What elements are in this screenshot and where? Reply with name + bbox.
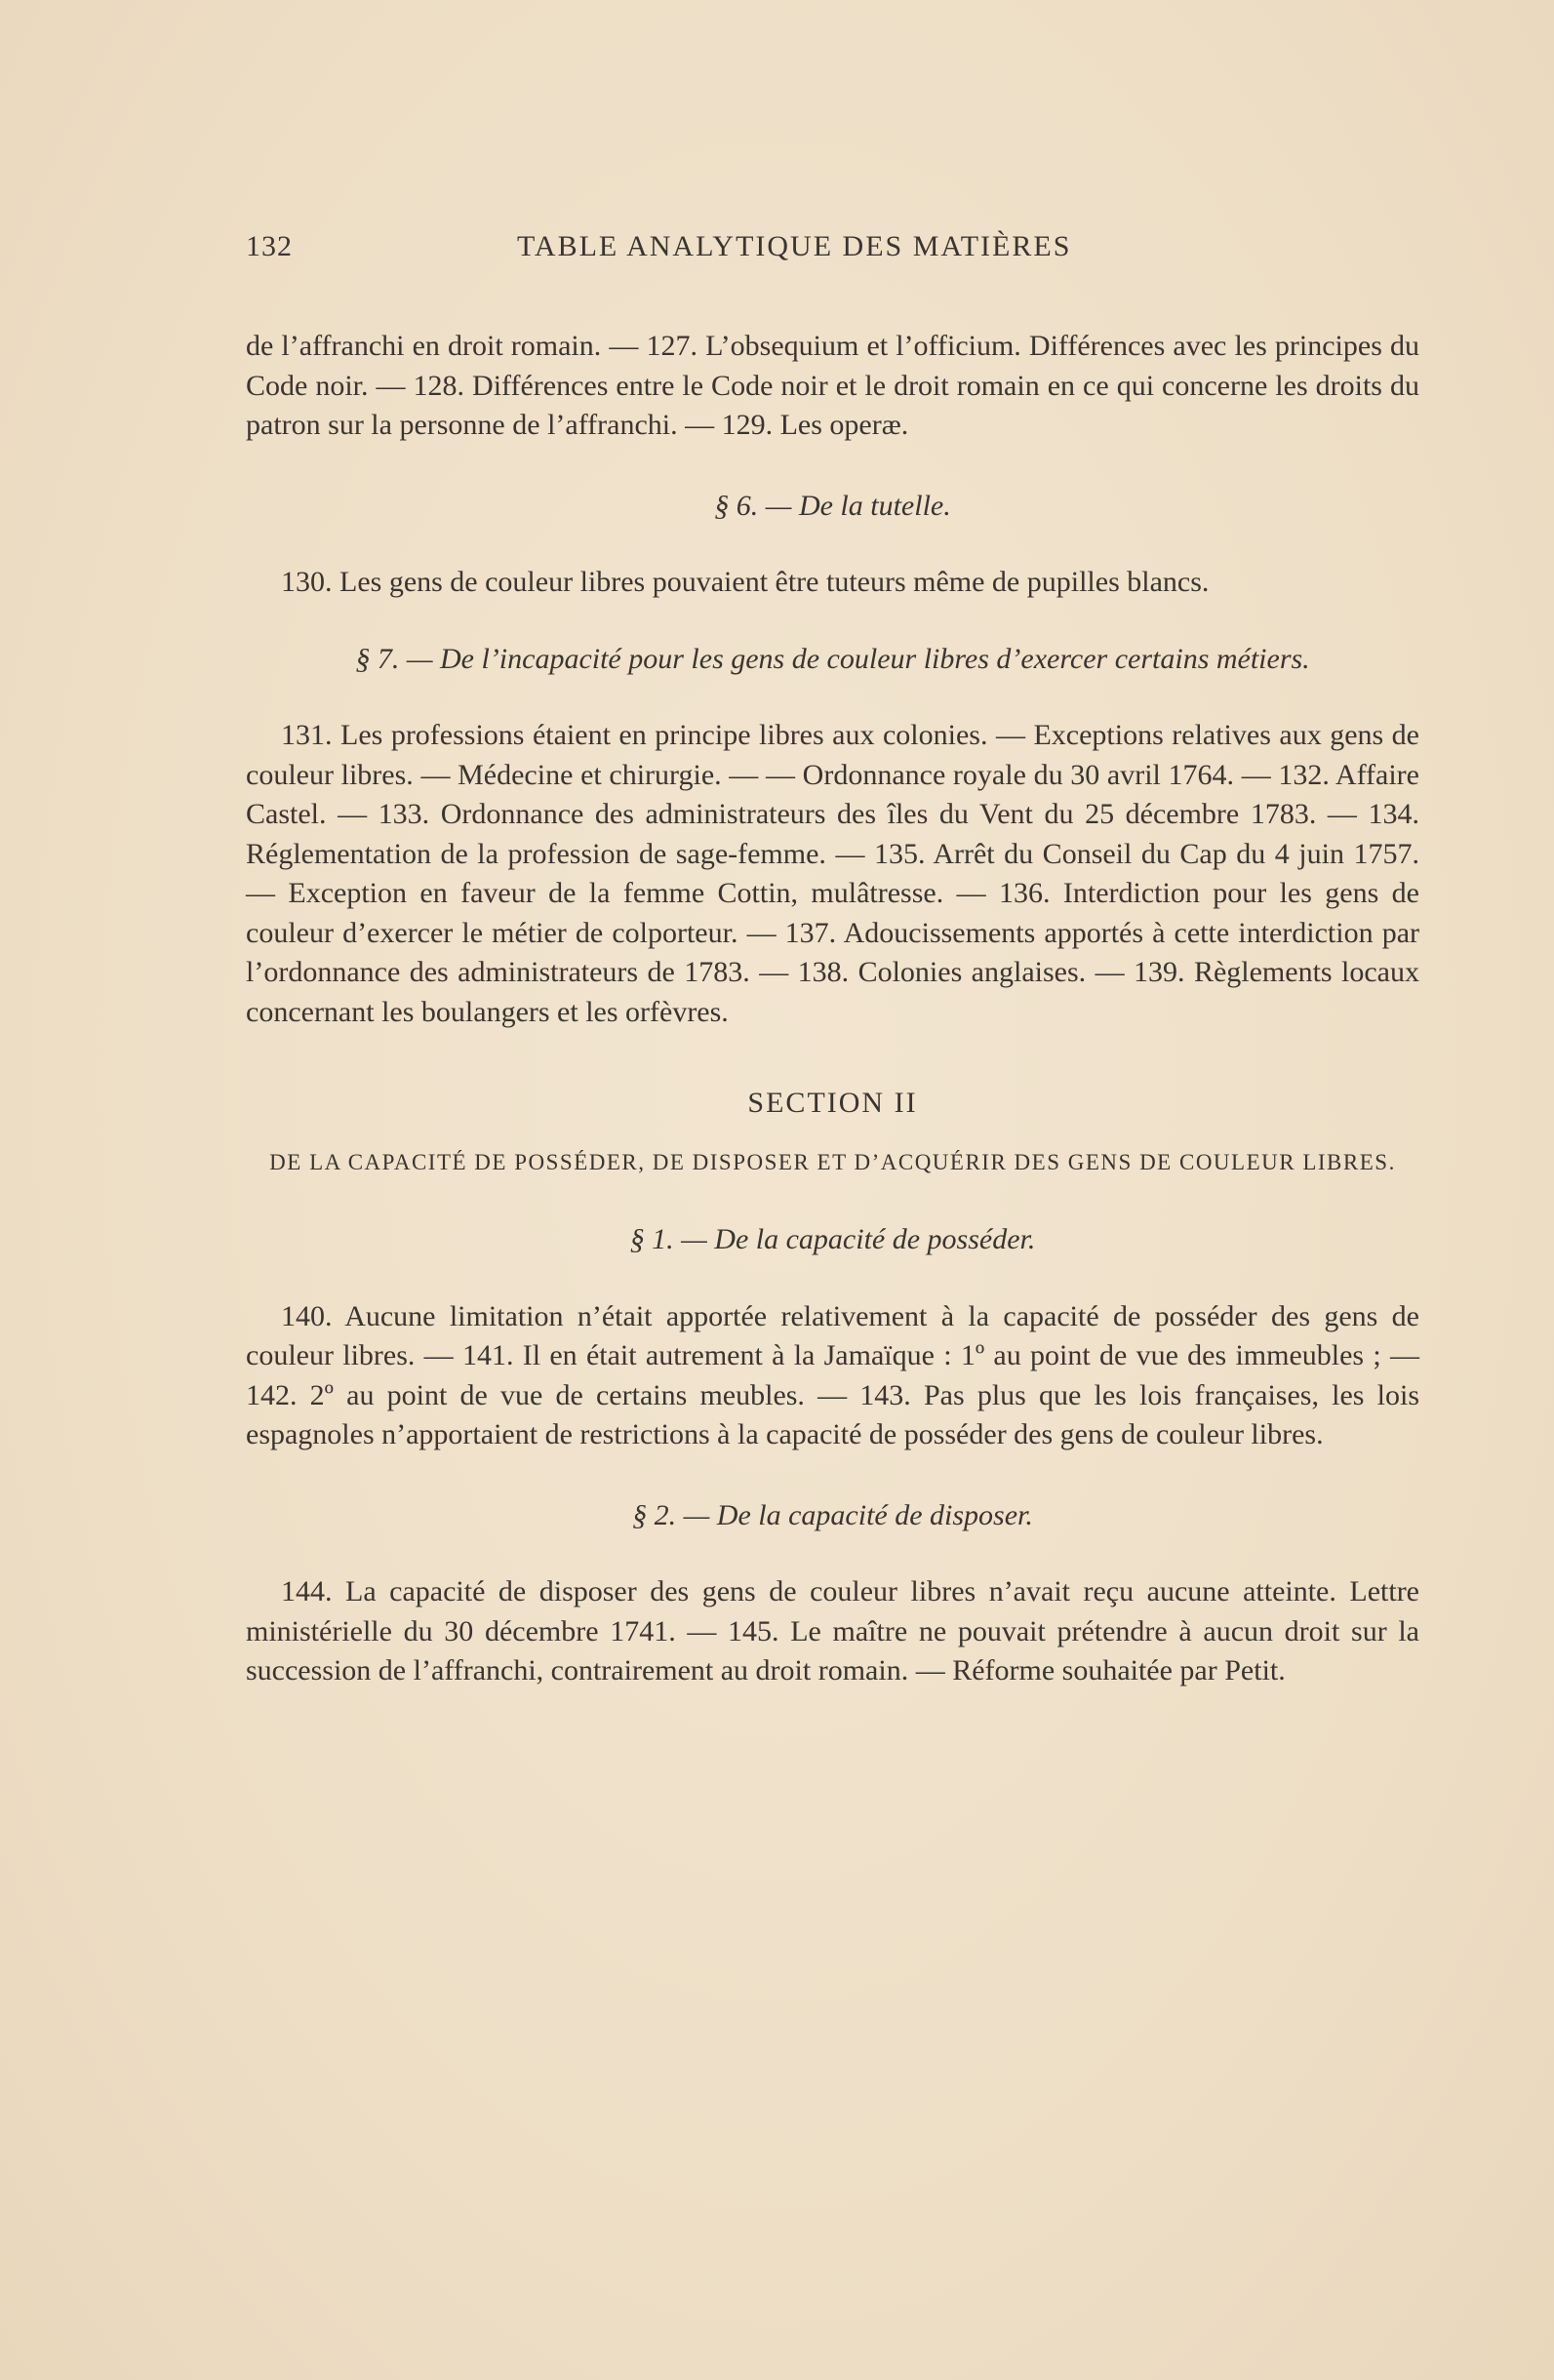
paragraph-140: 140. Aucune limitation n’était apportée relativement à la capacité de posséder des gens de couleur libres. — 141. Il en était autrement à la Jamaïque : 1º au point de vue des immeubles ; — 142. 2º au point de vue de certains meubles. — 143. Pas plus que les lois françaises, les lois espagnoles n’apportaient de restrictions à la capacité de posséder des gens de couleur libres. bbox=[246, 1299, 1419, 1450]
heading-section-6: § 6. — De la tutelle. bbox=[714, 489, 951, 522]
section-subtitle: DE LA CAPACITÉ DE POSSÉDER, DE DISPOSER ET D’ACQUÉRIR DES GENS DE COULEUR LIBRES. bbox=[269, 1150, 1396, 1174]
heading-section-7: § 7. — De l’incapacité pour les gens de couleur libres d’exercer certains métiers. bbox=[355, 642, 1310, 675]
paragraph-144: 144. La capacité de disposer des gens de couleur libres n’avait reçu aucune atteinte. Lettre ministérielle du 30 décembre 1741. — 145. Le maître ne pouvait prétendre à aucun droit sur la succession de l’affranchi, contrairement au droit romain. — Réforme souhaitée par Petit. bbox=[246, 1575, 1419, 1686]
paragraph-130: 130. Les gens de couleur libres pouvaient être tuteurs même de pupilles blancs. bbox=[281, 566, 1210, 598]
paragraph-131: 131. Les professions étaient en principe libres aux colonies. — Exceptions relatives aux gens de couleur libres. — Médecine et chirurgie. — — Ordonnance royale du 30 avril 1764. — 132. Affaire Castel. — 133. Ordonnance des administrateurs des îles du Vent du 25 décembre 1783. — 134. Réglementation de la profession de sage-femme. — 135. Arrêt du Conseil du Cap du 4 juin 1757. — Exception en faveur de la femme Cottin, mulâtresse. — 136. Interdiction pour les gens de couleur d’exercer le métier de colporteur. — 137. Adoucissements apportés à cette interdiction par l’ordonnance des administrateurs de 1783. — 138. Colonies anglaises. — 139. Règlements locaux concernant les boulangers et les orfèvres. bbox=[246, 719, 1419, 1028]
running-title: TABLE ANALYTIQUE DES MATIÈRES bbox=[517, 230, 1072, 262]
section-title: SECTION II bbox=[747, 1087, 918, 1119]
heading-paragraph-2: § 2. — De la capacité de disposer. bbox=[632, 1498, 1033, 1531]
page-number: 132 bbox=[246, 230, 293, 262]
heading-paragraph-1: § 1. — De la capacité de posséder. bbox=[629, 1223, 1036, 1255]
page-header bbox=[246, 230, 1416, 269]
paragraph-intro: de l’affranchi en droit romain. — 127. L’obsequium et l’officium. Différences avec les principes du Code noir. — 128. Différences entre le Code noir et le droit romain en ce qui concerne les droits du patron sur la personne de l’affranchi. — 129. Les operæ. bbox=[246, 330, 1419, 441]
page-content bbox=[246, 327, 1419, 1691]
